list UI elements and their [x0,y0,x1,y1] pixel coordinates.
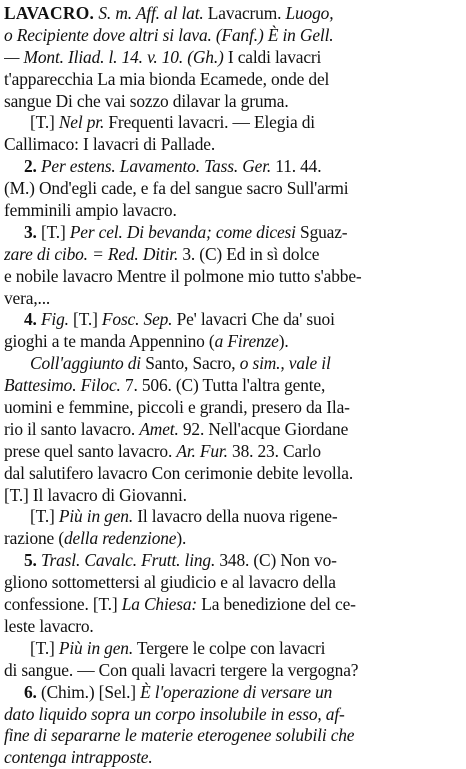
entry-line [4,506,462,528]
entry-line [4,397,462,419]
text-segment: [T.] [30,637,59,658]
entry-line [4,222,462,244]
sense-number: 4. [24,309,37,330]
text-segment: confessione. [T.] [4,594,122,615]
entry-line [4,528,462,550]
entry-line [4,244,462,266]
italic-text: fine di separarne le materie eterogenee solubili che [4,725,355,746]
entry-line [4,288,462,310]
italic-text: Per estens. Lavamento. Tass. Ger. [36,156,272,177]
entry-line [4,550,462,572]
entry-line [4,200,462,222]
italic-text: — Mont. Iliad. l. 14. v. 10. (Gh.) [4,46,224,67]
text-segment: ). [278,331,289,352]
text-segment: Lavacrum. [203,3,286,23]
entry-line [4,353,462,375]
italic-text: o Recipiente dove altri si lava. (Fanf.) È in Gell. [4,24,334,45]
italic-text: La Chiesa: [121,594,198,615]
entry-line [4,156,462,178]
entry-line [4,266,462,288]
italic-text: Più in gen. [58,637,134,658]
text-segment: Tergere le colpe con lavacri [133,637,326,658]
text-segment: razione ( [4,528,64,549]
entry-line [4,725,462,747]
entry-line [4,441,462,463]
text-segment: Santo, Sacro, [141,353,240,374]
text-segment: 92. Nell'acque Giordane [178,418,349,439]
italic-text: Fig. [36,309,69,330]
text-segment: La benedizione del ce- [197,594,356,615]
entry-line [4,69,462,91]
text-segment: rio il santo lavacro. [4,418,140,439]
text-segment: 3. (C) Ed in sì dolce [178,243,320,264]
italic-text: Fosc. Sep. [101,309,173,330]
text-segment: [T.] [30,112,59,133]
text-segment: leste lavacro. [4,615,94,636]
text-segment: t'apparecchia La mia bionda Ecamede, onde del [4,68,330,89]
text-segment: uomini e femmine, piccoli e grandi, presero da Ila- [4,397,350,418]
entry-line [4,134,462,156]
text-segment: gliono sottomettersi al giudicio e al lavacro della [4,572,336,593]
entry-line [4,375,462,397]
text-segment: I caldi lavacri [223,46,322,67]
italic-text: contenga intrapposte. [4,747,153,768]
italic-text: zare di cibo. = Red. Ditir. [4,243,179,264]
text-segment: [T.] [68,309,102,330]
entry-line [4,91,462,113]
text-segment: e nobile lavacro Mentre il polmone mio tutto s'abbe- [4,265,362,286]
italic-text: Trasl. Cavalc. Frutt. ling. [36,550,216,571]
text-segment: Callimaco: I lavacri di Pallade. [4,134,216,155]
entry-line [4,419,462,441]
text-segment: [T.] [30,506,59,527]
entry-line [4,3,462,25]
italic-text: Ar. Fur. [176,440,228,461]
text-segment: [T.] Il lavacro di Giovanni. [4,484,187,505]
entry-line [4,660,462,682]
italic-text: È l'operazione di versare un [140,681,333,702]
sense-number: 6. [24,681,37,702]
text-segment: Frequenti lavacri. — Elegia di [104,112,315,133]
entry-line [4,331,462,353]
text-segment: ). [176,528,187,549]
entry-line [4,572,462,594]
entry-line [4,638,462,660]
italic-text: o sim., vale il [239,353,331,374]
entry-line [4,704,462,726]
text-segment: 11. 44. [271,156,322,177]
text-segment: prese quel santo lavacro. [4,440,177,461]
entry-line [4,25,462,47]
headword: LAVACRO. [4,3,95,23]
italic-text: Battesimo. Filoc. [4,375,121,396]
text-segment: 348. (C) Non vo- [215,550,337,571]
text-segment: di sangue. — Con quali lavacri tergere la vergogna? [4,659,359,680]
text-segment: vera,... [4,287,51,308]
sense-number: 2. [24,156,37,177]
entry-line [4,485,462,507]
text-segment: sangue Di che vai sozzo dilavar la gruma. [4,90,289,111]
text-segment: Sguaz- [295,221,348,242]
text-segment: femminili ampio lavacro. [4,200,177,221]
italic-text: Luogo, [285,3,334,23]
italic-text: Nel pr. [58,112,105,133]
entry-line [4,747,462,769]
text-segment: dal salutifero lavacro Con cerimonie debite levolla. [4,462,354,483]
text-segment: [T.] [36,221,70,242]
text-segment: 7. 506. (C) Tutta l'altra gente, [120,375,326,396]
entry-line [4,463,462,485]
sense-number: 5. [24,550,37,571]
italic-text: Amet. [139,418,179,439]
entry-line [4,47,462,69]
italic-text: Per cel. Di bevanda; come dicesi [69,221,296,242]
entry-line [4,616,462,638]
italic-text: a Firenze [214,331,279,352]
italic-text: S. m. Aff. al lat. [94,3,204,23]
text-segment: (M.) Ond'egli cade, e fa del sangue sacro Sull'armi [4,178,349,199]
text-segment: 38. 23. Carlo [227,440,321,461]
italic-text: dato liquido sopra un corpo insolubile in esso, af- [4,703,345,724]
entry-line [4,309,462,331]
italic-text: della redenzione [63,528,177,549]
entry-line [4,682,462,704]
italic-text: Coll'aggiunto di [30,353,141,374]
text-segment: Pe' lavacri Che da' suoi [172,309,335,330]
text-segment: (Chim.) [Sel.] [36,681,141,702]
italic-text: Più in gen. [58,506,134,527]
text-segment: Il lavacro della nuova rigene- [133,506,338,527]
entry-line [4,594,462,616]
dictionary-entry [4,3,462,769]
text-segment: gioghi a te manda Appennino ( [4,331,215,352]
entry-line [4,112,462,134]
entry-line [4,178,462,200]
sense-number: 3. [24,221,37,242]
